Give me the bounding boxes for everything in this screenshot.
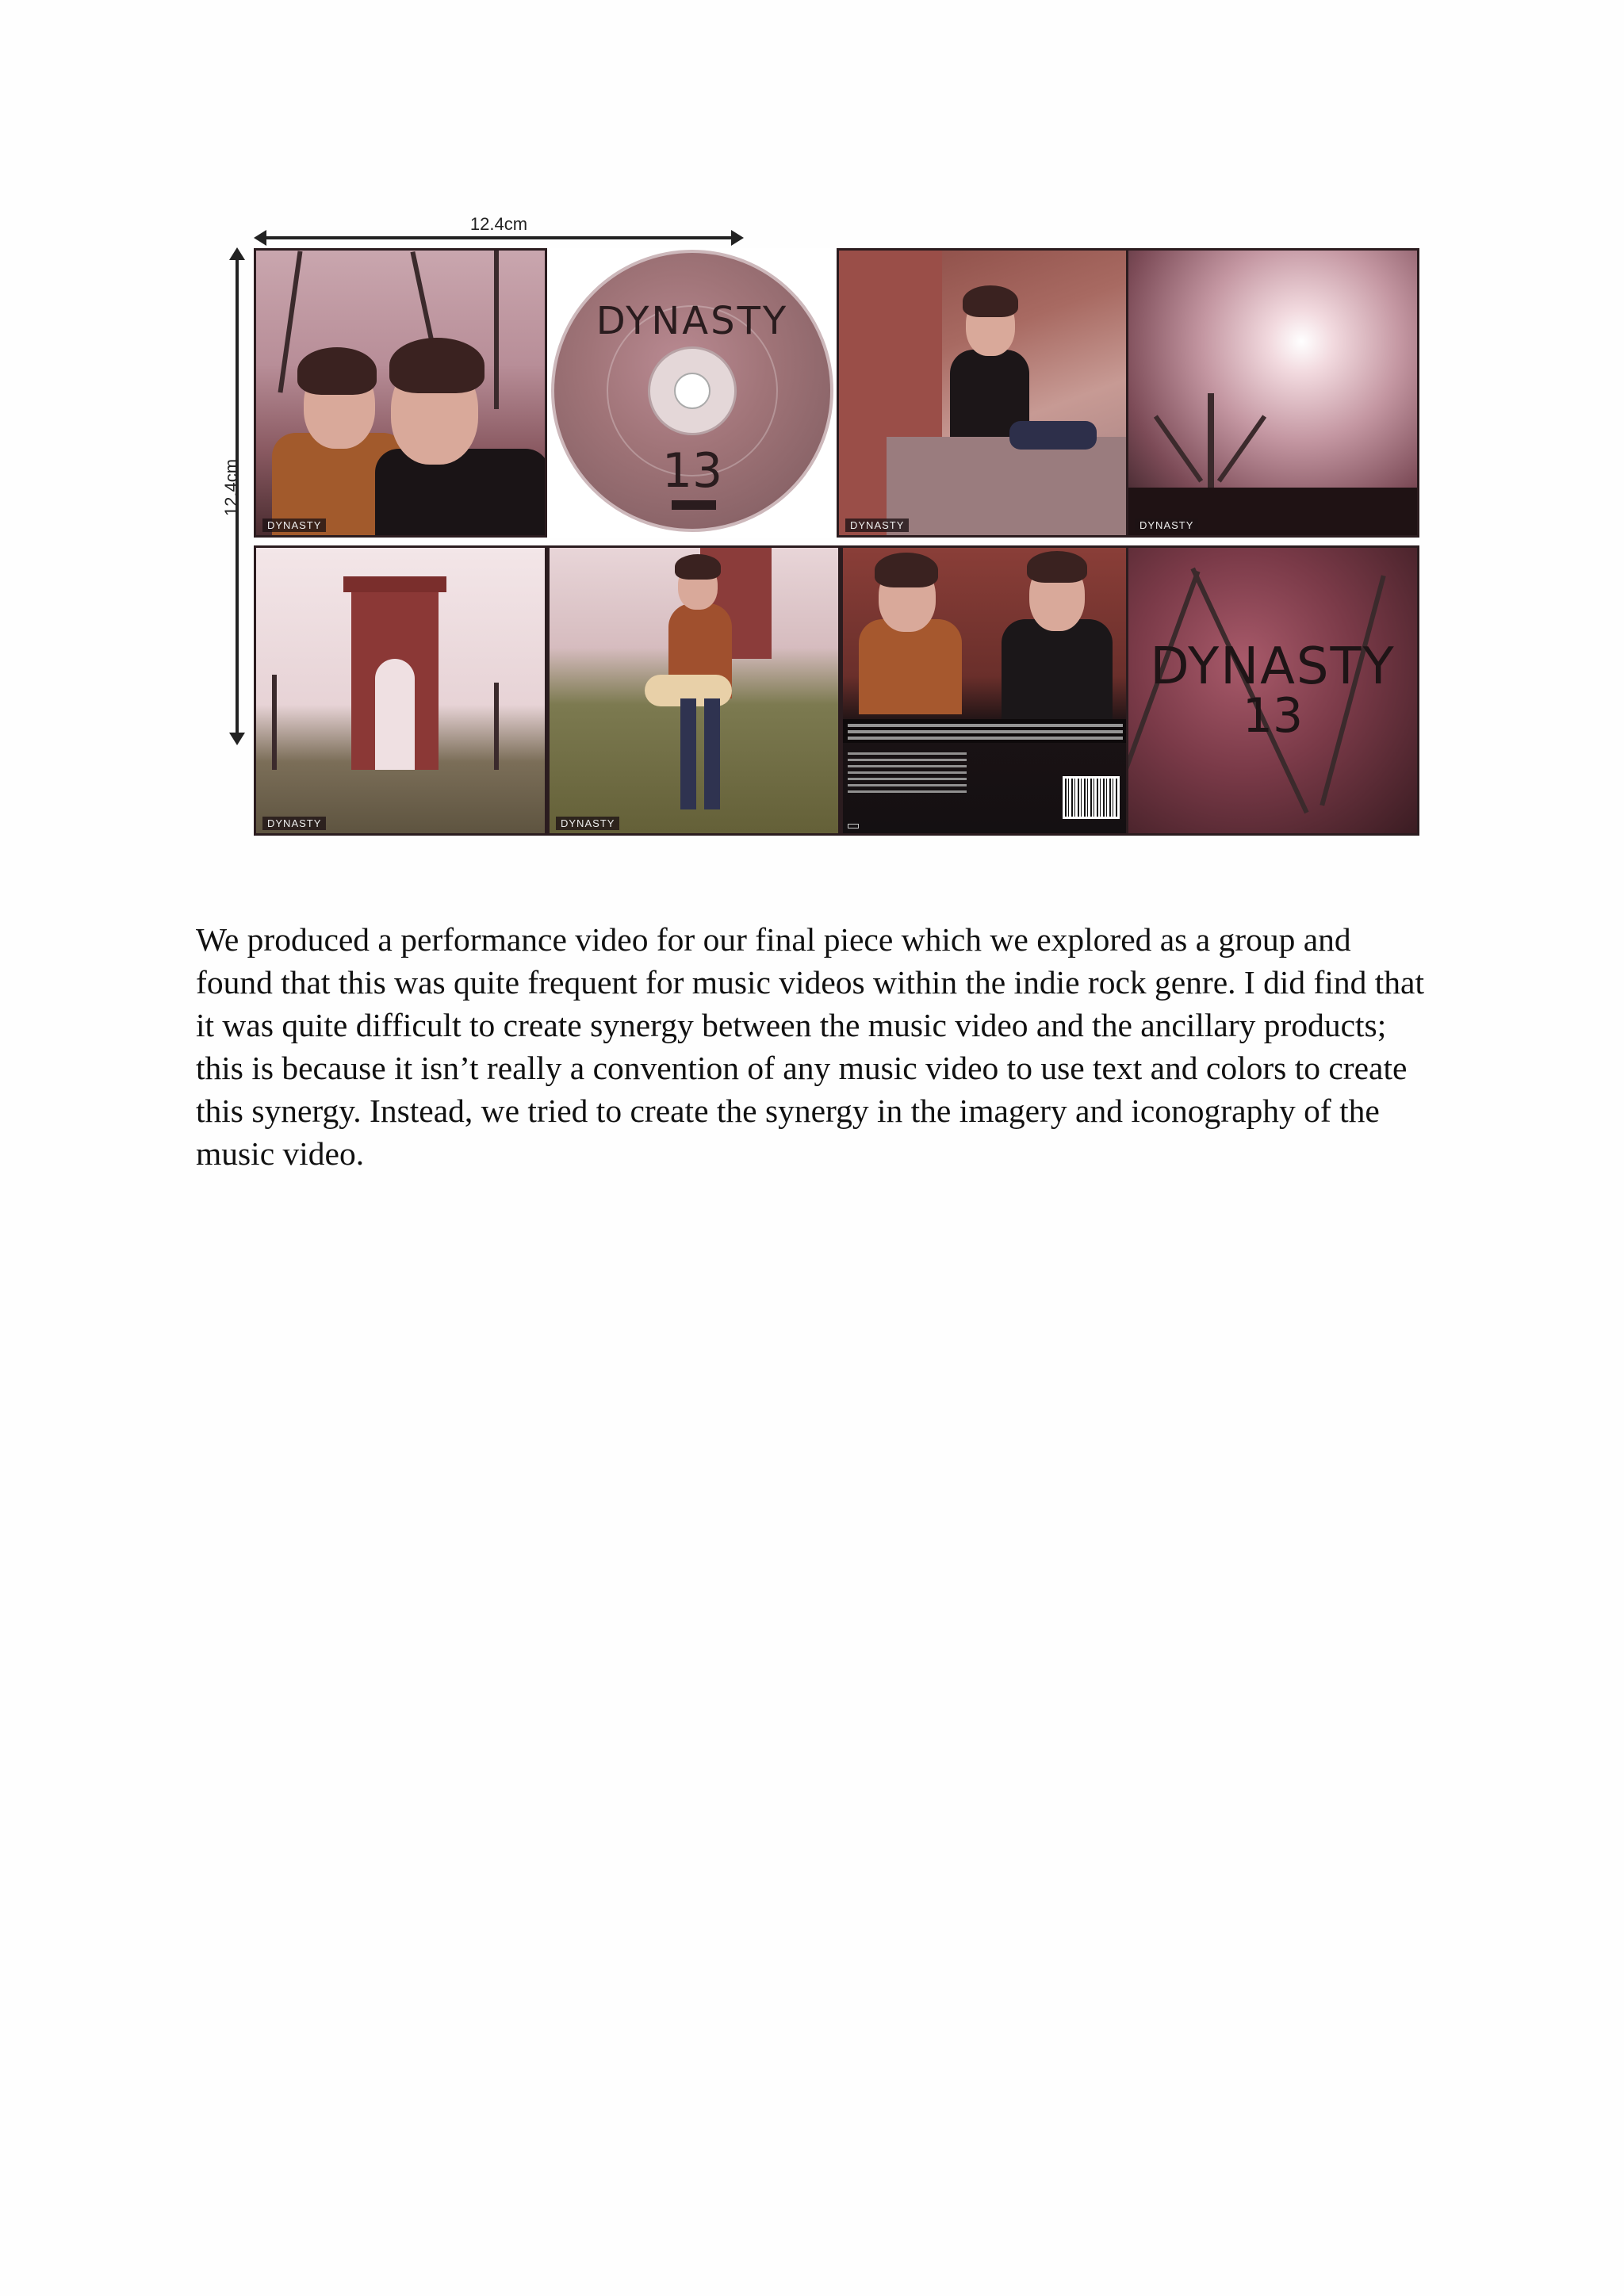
tree-branch <box>1217 415 1266 482</box>
person-hair <box>675 554 721 580</box>
person-jacket <box>859 619 962 714</box>
dimension-line <box>262 236 736 239</box>
cover-title <box>1128 637 1417 744</box>
person-jacket <box>1002 619 1113 722</box>
digipak-figure <box>198 206 1419 848</box>
person-hair <box>389 338 485 393</box>
height-dimension-arrow <box>222 247 254 745</box>
back-cover-panel <box>841 545 1130 836</box>
track-list-line <box>848 730 1123 733</box>
disc-number: 13 <box>661 443 723 499</box>
credit-line <box>848 759 967 761</box>
person-hair <box>1027 551 1087 583</box>
credit-line <box>848 765 967 767</box>
disc-title: DYNASTY <box>596 299 789 343</box>
height-label: 12.4cm <box>221 458 241 517</box>
disc-label-strip <box>672 500 716 510</box>
panel-caption: DYNASTY <box>262 519 326 532</box>
credit-line <box>848 778 967 780</box>
person-hair <box>963 285 1018 317</box>
track-list <box>843 719 1128 743</box>
tower-cap <box>343 576 446 592</box>
cd-disc-panel <box>547 248 841 538</box>
tree-trunk <box>272 675 277 770</box>
disc-hole <box>674 373 710 409</box>
tower-arch <box>375 659 415 770</box>
inside-panel-sky <box>1126 248 1419 538</box>
panel-guitarist <box>547 545 841 836</box>
person-hoodie <box>375 449 547 538</box>
track-list-line <box>848 737 1123 740</box>
body-paragraph: We produced a performance video for our final piece which we explored as a group and found that this was quite frequent for music videos within the indie rock genre. I did find that it was quite difficult to create synergy between the music video and the ancillary products; this is because it isn’t really a convention of any music video to use text and colors to create this synergy. Instead, we tried to create the synergy in the imagery and iconography of the music video. <box>196 921 1424 1172</box>
stone-tower <box>351 587 439 770</box>
credit-line <box>848 771 967 774</box>
panel-caption: DYNASTY <box>1135 519 1198 532</box>
credit-line <box>848 790 967 793</box>
panel-caption: DYNASTY <box>262 817 326 830</box>
track-list-line <box>848 724 1123 727</box>
person-leg <box>704 698 720 809</box>
panel-caption: DYNASTY <box>845 519 909 532</box>
inside-panel-steps <box>837 248 1128 538</box>
arrow-down-icon <box>229 733 245 745</box>
person-hair <box>297 347 377 395</box>
width-label: 12.4cm <box>469 214 528 234</box>
stone-steps <box>887 437 1128 538</box>
person-legs <box>1009 421 1097 450</box>
cover-title-text: DYNASTY <box>1150 637 1396 696</box>
record-label-box <box>848 824 859 828</box>
credit-line <box>848 752 967 755</box>
front-cover-panel <box>1126 545 1419 836</box>
barcode-icon <box>1063 776 1120 819</box>
cd-disc <box>551 250 833 532</box>
person-hair <box>875 553 938 587</box>
credit-line <box>848 784 967 786</box>
panel-tower <box>254 545 547 836</box>
person-leg <box>680 698 696 809</box>
tree-trunk <box>494 683 499 770</box>
front-panel-two-faces <box>254 248 547 538</box>
cover-number: 13 <box>1242 688 1304 744</box>
panel-caption: DYNASTY <box>556 817 619 830</box>
tree-branch <box>1154 415 1203 482</box>
back-cover-credits <box>848 752 967 809</box>
width-dimension-arrow <box>254 214 744 244</box>
tree-branch <box>494 251 499 409</box>
